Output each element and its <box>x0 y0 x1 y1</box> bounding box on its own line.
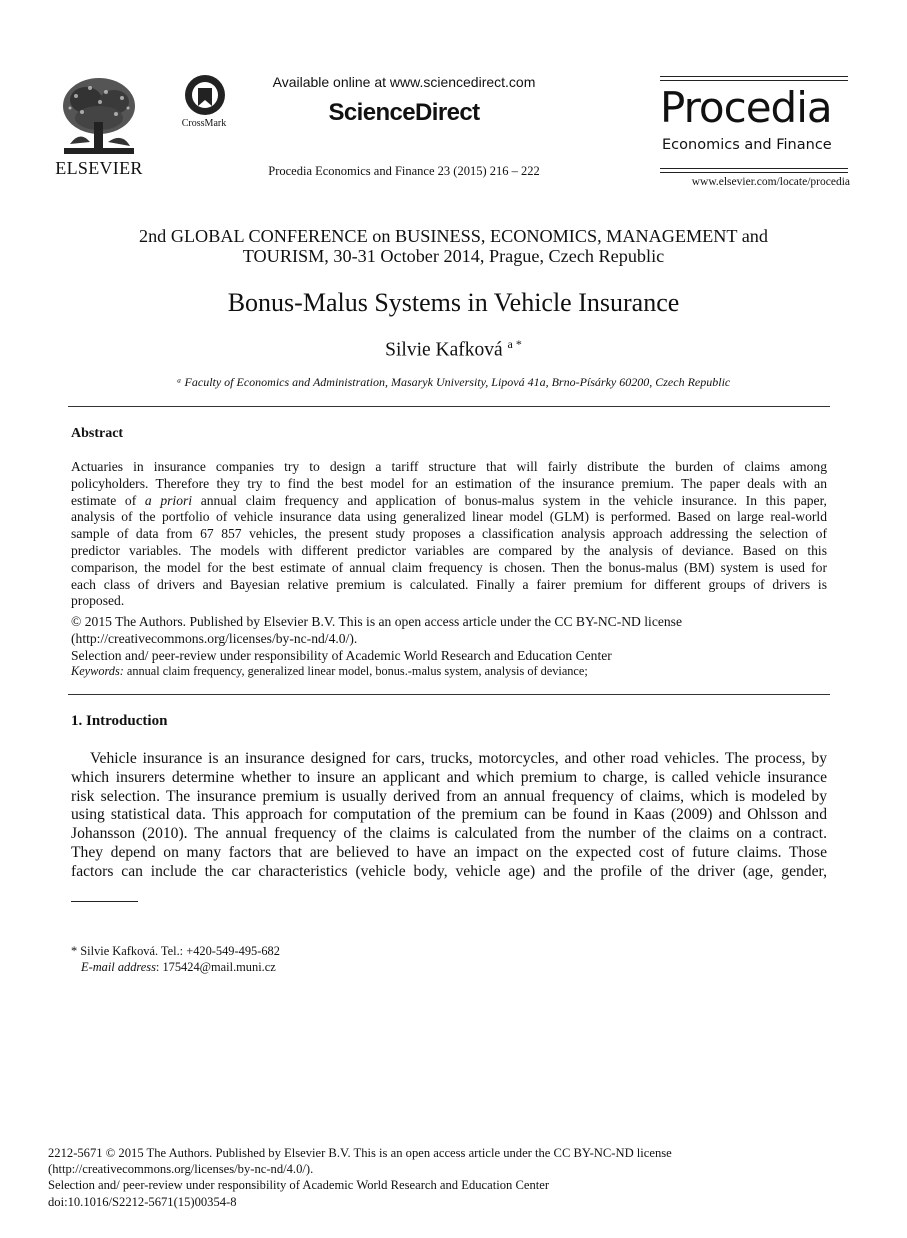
procedia-rule <box>660 76 848 77</box>
abstract-heading: Abstract <box>71 426 124 441</box>
author-name: Silvie Kafková <box>385 339 503 361</box>
email-address[interactable]: : 175424@mail.muni.cz <box>155 960 276 974</box>
abstract-italic: a priori <box>144 492 193 508</box>
procedia-rule <box>660 172 848 173</box>
keywords-label: Keywords: <box>71 664 124 678</box>
procedia-url-link[interactable]: www.elsevier.com/locate/procedia <box>691 176 850 188</box>
abstract-line: each class of drivers and Bayesian relative premium is calculated. Finally a fairer premium for different groups of drivers is <box>71 576 827 592</box>
abstract-line: proposed. <box>71 593 125 609</box>
intro-line: which insurers determine whether to insure an applicant and which premium to charge, is called vehicle insurance <box>71 768 827 786</box>
procedia-rule <box>660 168 848 169</box>
footnote-email-line <box>71 959 280 975</box>
conference-title-line: 2nd GLOBAL CONFERENCE on BUSINESS, ECONOMICS, MANAGEMENT and <box>138 226 768 246</box>
footnote-author: * Silvie Kafková. Tel.: +420-549-495-682 <box>71 944 280 958</box>
journal-reference: Procedia Economics and Finance 23 (2015) 216 – 222 <box>268 164 540 178</box>
introduction-body <box>71 750 827 882</box>
copyright-line: © 2015 The Authors. Published by Elsevier B.V. This is an open access article under the CC BY-NC-ND license <box>71 614 683 629</box>
paper-title: Bonus-Malus Systems in Vehicle Insurance <box>227 288 680 317</box>
peer-review-line: Selection and/ peer-review under responsibility of Academic World Research and Education Center <box>71 647 612 663</box>
abstract-line: Actuaries in insurance companies try to design a tariff structure that will fairly distribute the burden of claims among <box>71 459 827 474</box>
abstract-line: analysis of the portfolio of vehicle insurance data using generalized linear model (GLM) is performed. Based on large real-world <box>71 509 827 525</box>
intro-line: They depend on many factors that are believed to have an impact on the expected cost of future claims. Those <box>71 843 827 861</box>
conference-title <box>70 226 837 266</box>
crossmark-label: CrossMark <box>181 118 227 129</box>
email-label: E-mail address <box>81 960 156 974</box>
abstract-line: policyholders. Therefore they try to find the best model for an estimation of the insurance premium. The paper deals with an <box>71 475 827 491</box>
elsevier-logo <box>52 74 146 178</box>
doi[interactable]: doi:10.1016/S2212-5671(15)00354-8 <box>48 1194 237 1209</box>
sciencedirect-logo[interactable]: ScienceDirect <box>328 99 480 126</box>
footnote-rule <box>71 901 138 902</box>
elsevier-wordmark: ELSEVIER <box>55 158 143 178</box>
issn-copyright-line: 2212-5671 © 2015 The Authors. Published by Elsevier B.V. This is an open access article under the CC BY-NC-ND license <box>48 1146 672 1160</box>
conference-title-line: TOURISM, 30-31 October 2014, Prague, Czech Republic <box>242 246 665 266</box>
abstract-top-rule <box>68 406 830 407</box>
intro-line: risk selection. The insurance premium is usually derived from an annual frequency of claims, which is modeled by <box>71 787 827 805</box>
bottom-license-link[interactable]: (http://creativecommons.org/licenses/by-nc-nd/4.0/). <box>48 1162 314 1177</box>
bottom-peer-review: Selection and/ peer-review under responsibility of Academic World Research and Education Center <box>48 1178 550 1193</box>
bottom-license-block <box>48 1145 672 1210</box>
author-line <box>70 337 837 362</box>
procedia-rule <box>660 80 848 81</box>
elsevier-tree-icon <box>56 74 142 158</box>
abstract-fragment: annual claim frequency and application of bonus-malus system in the vehicle insurance. In this paper, <box>200 492 827 508</box>
abstract-bottom-rule <box>68 694 830 695</box>
abstract-body <box>71 459 827 610</box>
copyright-block <box>71 614 827 664</box>
author-marks[interactable]: a * <box>507 337 522 351</box>
intro-line: Vehicle insurance is an insurance designed for cars, trucks, motorcycles, and other road vehicles. The process, by <box>90 750 827 767</box>
intro-line: factors can include the car characteristics (vehicle body, vehicle age) and the profile of the driver (age, gender, <box>71 862 827 880</box>
abstract-line: predictor variables. The models with different predictor variables are compared by the analysis of deviance. Based on this <box>71 542 827 558</box>
intro-line: using statistical data. This approach for computation of the premium can be found in Kaas (2009) and Ohlsson and <box>71 806 827 824</box>
available-online-text: Available online at www.sciencedirect.com <box>272 74 536 90</box>
intro-line: Johansson (2010). The annual frequency of the claims is calculated from the number of the claims on a contract. <box>71 825 827 843</box>
footnote <box>71 943 280 975</box>
affiliation: ᵃ Faculty of Economics and Administration, Masaryk University, Lipová 41a, Brno-Písárky 60200, Czech Republic <box>176 375 731 389</box>
abstract-fragment: estimate of <box>71 492 137 508</box>
keywords-text: annual claim frequency, generalized linear model, bonus.-malus system, analysis of deviance; <box>126 664 588 678</box>
abstract-line: comparison, the model for the best estimate of annual claim frequency is chosen. Then the bonus-malus (BM) system is used for <box>71 559 827 575</box>
procedia-logo-subtitle: Economics and Finance <box>662 137 832 153</box>
keywords-line <box>71 664 827 679</box>
abstract-line <box>71 493 827 510</box>
procedia-logo-title: Procedia <box>660 83 832 132</box>
license-link[interactable]: (http://creativecommons.org/licenses/by-nc-nd/4.0/). <box>71 630 358 646</box>
abstract-line: sample of data from 67 857 vehicles, the present study proposes a classification analysis approach addressing the selection of <box>71 526 827 542</box>
section-heading-introduction: 1. Introduction <box>71 713 168 729</box>
